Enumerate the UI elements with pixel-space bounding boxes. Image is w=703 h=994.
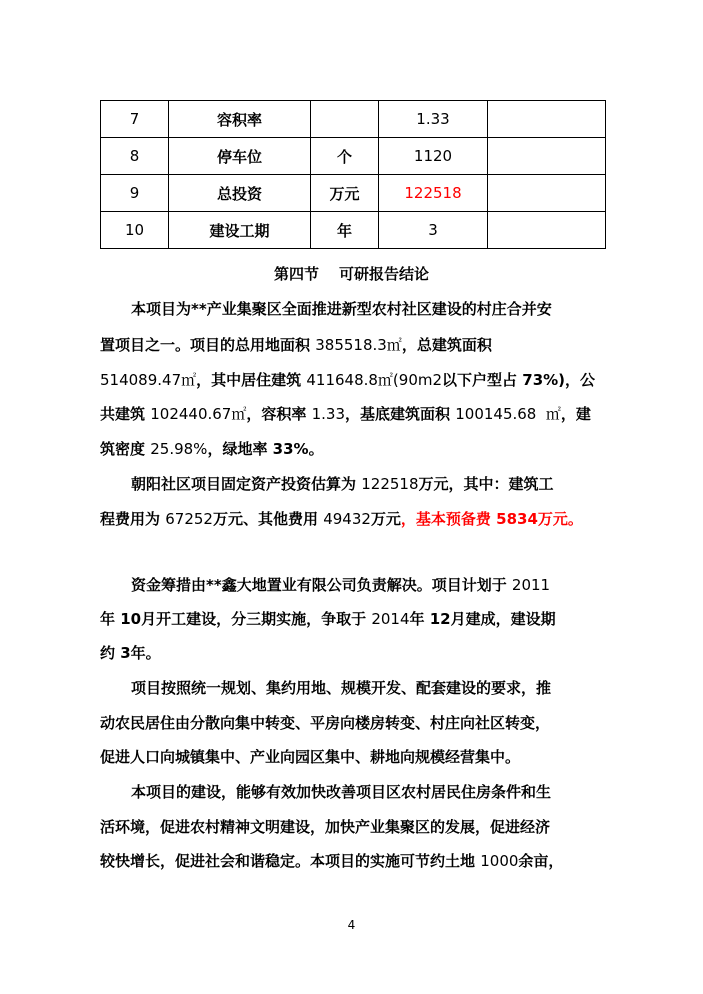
text-run: 项目按照统一规划、集约用地、规模开发、配套建设的要求，推 xyxy=(131,679,552,697)
paragraph-line xyxy=(131,780,551,804)
text-run: 年 12月建成，建设期 xyxy=(409,610,556,628)
indicator-value: 3 xyxy=(379,212,488,249)
text-run: 2014 xyxy=(371,610,410,628)
table-row xyxy=(101,175,606,212)
table-row xyxy=(101,212,606,249)
paragraph-line xyxy=(131,472,554,496)
text-run: 2011 xyxy=(511,576,551,594)
row-number: 7 xyxy=(101,101,169,138)
indicator-name: 总投资 xyxy=(169,175,311,212)
text-run: 67252 xyxy=(165,510,213,528)
text-run: ，其中居住建筑 xyxy=(196,371,307,389)
text-run: ，容积率 xyxy=(246,405,312,423)
text-run: 约 3年。 xyxy=(100,644,161,662)
text-run: 411648.8㎡(90m2 xyxy=(306,371,443,389)
text-run: 活环境，促进农村精神文明建设，加快产业集聚区的发展，促进经济 xyxy=(100,818,551,836)
text-run: 促进人口向城镇集中、产业向园区集中、耕地向规模经营集中。 xyxy=(100,748,521,766)
project-indicators-table xyxy=(100,100,606,249)
paragraph-line xyxy=(131,573,550,597)
table-row xyxy=(101,138,606,175)
text-run: 筑密度 xyxy=(100,440,151,458)
section-number: 第四节 xyxy=(273,265,319,283)
paragraph-line xyxy=(100,507,583,531)
indicator-note xyxy=(488,138,606,175)
indicator-note xyxy=(488,212,606,249)
row-number: 8 xyxy=(101,138,169,175)
text-run: 1.33 xyxy=(311,405,345,423)
paragraph-line xyxy=(100,333,492,357)
text-run: 万元、其他费用 xyxy=(212,510,324,528)
text-run: 102440.67㎡ xyxy=(150,405,247,423)
text-run: ，基底建筑面积 xyxy=(345,405,456,423)
paragraph-line xyxy=(100,745,520,769)
page-number: 4 xyxy=(347,918,356,932)
text-run: 年 10月开工建设，分三期实施，争取于 xyxy=(100,610,372,628)
highlighted-text: ，基本预备费 5834万元。 xyxy=(400,510,583,528)
text-run: 100145.68 ㎡ xyxy=(455,405,561,423)
paragraph-line xyxy=(100,402,591,426)
text-run: 万元，其中：建筑工 xyxy=(418,475,554,493)
text-run: 程费用为 xyxy=(100,510,166,528)
paragraph-line xyxy=(100,815,550,839)
text-run: 本项目为**产业集聚区全面推进新型农村社区建设的村庄合并安 xyxy=(131,300,552,318)
text-run: 共建筑 xyxy=(100,405,151,423)
text-run: ，绿地率 33%。 xyxy=(207,440,324,458)
paragraph-line xyxy=(100,368,595,392)
text-run: 25.98% xyxy=(150,440,208,458)
row-number: 9 xyxy=(101,175,169,212)
paragraph-line xyxy=(100,437,324,461)
text-run: 49432 xyxy=(323,510,371,528)
text-run: 余亩， xyxy=(518,852,564,870)
text-run: 较快增长，促进社会和谐稳定。本项目的实施可节约土地 xyxy=(100,852,481,870)
section-heading xyxy=(0,262,703,286)
text-run: 置项目之一。项目的总用地面积 xyxy=(100,336,316,354)
paragraph-line xyxy=(131,676,551,700)
paragraph-line xyxy=(100,711,550,735)
text-run: 1000 xyxy=(480,852,519,870)
indicator-note xyxy=(488,101,606,138)
indicator-note xyxy=(488,175,606,212)
text-run: 动农民居住由分散向集中转变、平房向楼房转变、村庄向社区转变， xyxy=(100,714,551,732)
row-number: 10 xyxy=(101,212,169,249)
indicator-name: 停车位 xyxy=(169,138,311,175)
indicator-unit xyxy=(311,101,379,138)
indicator-unit: 个 xyxy=(311,138,379,175)
text-run: ，总建筑面积 xyxy=(401,336,492,354)
indicator-value: 122518 xyxy=(379,175,488,212)
text-run: 以下户型占 73%)，公 xyxy=(442,371,596,389)
paragraph-line xyxy=(100,849,563,873)
indicator-unit: 年 xyxy=(311,212,379,249)
text-run: 万元 xyxy=(370,510,401,528)
text-run: 122518 xyxy=(361,475,419,493)
text-run: 385518.3㎡ xyxy=(315,336,402,354)
indicator-name: 容积率 xyxy=(169,101,311,138)
text-run: ，建 xyxy=(560,405,591,423)
text-run: 本项目的建设，能够有效加快改善项目区农村居民住房条件和生 xyxy=(131,783,552,801)
table-row xyxy=(101,101,606,138)
paragraph-line xyxy=(100,641,161,665)
text-run: 资金筹措由**鑫大地置业有限公司负责解决。项目计划于 xyxy=(131,576,512,594)
indicator-name: 建设工期 xyxy=(169,212,311,249)
indicator-value: 1.33 xyxy=(379,101,488,138)
section-title: 可研报告结论 xyxy=(339,265,430,283)
text-run: 朝阳社区项目固定资产投资估算为 xyxy=(131,475,362,493)
paragraph-line xyxy=(131,297,552,321)
text-run: 514089.47㎡ xyxy=(100,371,197,389)
indicator-value: 1120 xyxy=(379,138,488,175)
paragraph-line xyxy=(100,607,556,631)
indicator-unit: 万元 xyxy=(311,175,379,212)
